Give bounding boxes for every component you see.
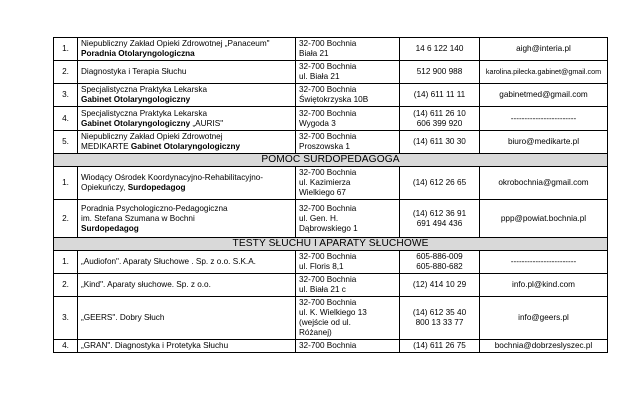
phone: [400, 297, 480, 340]
email-address[interactable]: okrobochnia@gmail.com: [498, 178, 589, 187]
address-line: ul. Gen. H.: [299, 213, 339, 223]
email-cell: [480, 131, 608, 154]
name-segment: Specjalistyczna Praktyka Lekarska: [81, 85, 208, 94]
name-line: [81, 183, 292, 193]
row-number: 3.: [54, 297, 78, 340]
row-number: 1.: [54, 38, 78, 61]
email-cell: [480, 61, 608, 84]
row-number: 1.: [54, 167, 78, 200]
table-row: [54, 131, 608, 154]
phone-number: (14) 611 26 10: [413, 108, 466, 118]
institution-name: [78, 274, 296, 297]
name-segment: Specjalistyczna Praktyka Lekarska: [81, 108, 208, 118]
name-line: [81, 67, 292, 77]
address-line: 32-700 Bochnia: [299, 62, 357, 71]
phone: [400, 61, 480, 84]
address: [296, 274, 400, 297]
address: [296, 297, 400, 340]
address-line: 32-700 Bochnia: [299, 275, 357, 284]
table-row: [54, 340, 608, 353]
phone: [400, 274, 480, 297]
table-row: [54, 61, 608, 84]
table-row: [54, 297, 608, 340]
email-address[interactable]: aigh@interia.pl: [516, 44, 571, 53]
institution-name: [78, 340, 296, 353]
institution-name: [78, 84, 296, 107]
name-line: [81, 341, 292, 351]
address: [296, 340, 400, 353]
address: [296, 38, 400, 61]
address-line: Wygoda 3: [299, 118, 336, 128]
row-number: 2.: [54, 200, 78, 238]
contacts-table: [53, 37, 608, 353]
section-heading-row: [54, 238, 608, 251]
phone-number: (14) 612 36 91: [412, 208, 467, 218]
phone: [400, 107, 480, 131]
name-segment: Wiodący Ośrodek Koordynacyjno-Rehabilitacyjno-: [81, 173, 264, 182]
address-line: 32-700 Bochnia: [299, 132, 357, 141]
email-cell: [480, 84, 608, 107]
address-line: Wielkiego 67: [299, 188, 346, 197]
phone-number: (14) 611 30 30: [413, 137, 466, 146]
address: [296, 107, 400, 131]
row-number: 2.: [54, 61, 78, 84]
table-row: [54, 274, 608, 297]
table-row: [54, 84, 608, 107]
name-line: [81, 95, 292, 105]
table-row: [54, 107, 608, 131]
institution-name: [78, 131, 296, 154]
name-line: [81, 173, 292, 183]
address-line: ul. Biała 21: [299, 72, 340, 81]
name-line: [81, 257, 292, 267]
section-heading: TESTY SŁUCHU I APARATY SŁUCHOWE: [54, 238, 608, 251]
phone-number: 605-880-682: [416, 262, 463, 271]
address: [296, 200, 400, 238]
name-line: [81, 214, 292, 224]
address-line: Dąbrowskiego 1: [299, 223, 358, 233]
email-address[interactable]: karolina.pilecka.gabinet@gmail.com: [485, 67, 602, 76]
address-line: 32-700 Bochnia: [299, 203, 357, 213]
name-segment-bold: Gabinet Otolaryngologiczny: [81, 118, 193, 128]
phone-number: 605-886-009: [416, 252, 463, 261]
email-cell: [480, 297, 608, 340]
name-line: [81, 119, 292, 129]
phone: [400, 167, 480, 200]
institution-name: [78, 297, 296, 340]
institution-name: [78, 251, 296, 274]
address-line: 32-700 Bochnia: [299, 298, 357, 307]
name-line: [81, 132, 292, 142]
name-line: [81, 39, 292, 49]
email-address[interactable]: ppp@powiat.bochnia.pl: [500, 213, 587, 223]
address-line: 32-700 Bochnia: [299, 168, 357, 177]
phone-number: (14) 611 11 11: [413, 90, 466, 99]
name-segment: Opiekuńczy,: [81, 183, 128, 192]
address-line: ul. Kazimierza: [299, 178, 351, 187]
name-segment: Niepubliczny Zakład Opieki Zdrowotnej „Panaceum": [81, 39, 270, 48]
phone-number: (14) 612 26 65: [412, 178, 467, 187]
phone-number: (14) 611 26 75: [413, 341, 466, 350]
email-cell: [480, 107, 608, 131]
section-heading: POMOC SURDOPEDAGOGA: [54, 154, 608, 167]
address-line: ul. K. Wielkiego 13: [299, 308, 367, 317]
name-line: [81, 204, 292, 214]
address-line: Biała 21: [299, 49, 329, 58]
email-address[interactable]: info.pl@kind.com: [512, 280, 575, 289]
name-segment-bold: Poradnia Otolaryngologiczna: [81, 49, 195, 58]
address-line: 32-700 Bochnia: [299, 252, 357, 261]
name-segment-bold: Surdopedagog: [127, 183, 186, 192]
institution-name: [78, 200, 296, 238]
row-number: 4.: [54, 107, 78, 131]
contacts-table-body: [54, 38, 608, 353]
name-line: [81, 142, 292, 152]
email-cell: [480, 340, 608, 353]
institution-name: [78, 61, 296, 84]
email-cell: [480, 274, 608, 297]
email-cell: [480, 200, 608, 238]
phone-number: (12) 414 10 29: [412, 280, 467, 289]
name-segment: „AURIS": [192, 118, 224, 128]
name-segment: Diagnostyka i Terapia Słuchu: [81, 67, 187, 76]
name-segment: Niepubliczny Zakład Opieki Zdrowotnej: [81, 132, 223, 141]
name-line: [81, 280, 292, 290]
name-line: [81, 49, 292, 59]
name-line: [81, 109, 292, 119]
name-segment: Poradnia Psychologiczno-Pedagogiczna: [81, 203, 228, 213]
phone: [400, 38, 480, 61]
phone-number: 800 13 33 77: [415, 318, 464, 327]
address: [296, 251, 400, 274]
name-segment-bold: Gabinet Otolaryngologiczny: [81, 95, 191, 104]
email-address[interactable]: bochnia@dobrzeslyszec.pl: [494, 341, 593, 350]
row-number: 1.: [54, 251, 78, 274]
address-line: Różanej): [299, 328, 332, 337]
address-line: 32-700 Bochnia: [299, 108, 357, 118]
name-segment-bold: Surdopedagog: [81, 223, 139, 233]
phone-number: (14) 612 35 40: [412, 308, 467, 317]
address-line: 32-700 Bochnia: [299, 341, 357, 350]
phone: [400, 84, 480, 107]
name-segment: „Kind". Aparaty słuchowe. Sp. z o.o.: [81, 280, 211, 289]
address-line: 32-700 Bochnia: [299, 85, 357, 94]
address-line: 32-700 Bochnia: [299, 39, 357, 48]
address-line: Proszowska 1: [299, 142, 350, 151]
email-address[interactable]: biuro@medikarte.pl: [507, 137, 580, 146]
name-line: [81, 85, 292, 95]
address: [296, 84, 400, 107]
phone-number: 606 399 920: [416, 118, 463, 128]
institution-name: [78, 38, 296, 61]
name-segment: im. Stefana Szumana w Bochni: [81, 213, 195, 223]
row-number: 3.: [54, 84, 78, 107]
email-cell: [480, 167, 608, 200]
phone: [400, 251, 480, 274]
phone-number: 14 6 122 140: [415, 44, 464, 53]
address: [296, 167, 400, 200]
phone-number: 512 900 988: [416, 67, 463, 76]
table-row: [54, 38, 608, 61]
section-heading-row: [54, 154, 608, 167]
row-number: 4.: [54, 340, 78, 353]
row-number: 5.: [54, 131, 78, 154]
name-line: [81, 224, 292, 234]
name-segment-bold: Gabinet Otolaryngologiczny: [130, 142, 241, 151]
email-placeholder: ------------------------: [510, 113, 577, 123]
address-line: ul. Floris 8,1: [299, 262, 344, 271]
institution-name: [78, 107, 296, 131]
address: [296, 131, 400, 154]
name-segment: „GEERS". Dobry Słuch: [81, 313, 165, 322]
row-number: 2.: [54, 274, 78, 297]
email-address[interactable]: info@geers.pl: [518, 313, 569, 322]
name-segment: „Audiofon". Aparaty Słuchowe . Sp. z o.o. S.K.A.: [81, 257, 256, 266]
table-row: [54, 167, 608, 200]
address: [296, 61, 400, 84]
name-segment: MEDIKARTE: [81, 142, 131, 151]
table-row: [54, 200, 608, 238]
email-placeholder: ------------------------: [510, 257, 577, 266]
address-line: ul. Biała 21 c: [299, 285, 346, 294]
name-segment: „GRAN". Diagnostyka i Protetyka Słuchu: [81, 341, 229, 350]
name-line: [81, 313, 292, 323]
phone: [400, 131, 480, 154]
address-line: Świętokrzyska 10B: [299, 95, 369, 104]
address-line: (wejście od ul.: [299, 318, 351, 327]
institution-name: [78, 167, 296, 200]
phone: [400, 200, 480, 238]
email-address[interactable]: gabinetmed@gmail.com: [499, 90, 588, 99]
table-row: [54, 251, 608, 274]
email-cell: [480, 251, 608, 274]
phone-number: 691 494 436: [416, 218, 463, 228]
email-cell: [480, 38, 608, 61]
phone: [400, 340, 480, 353]
